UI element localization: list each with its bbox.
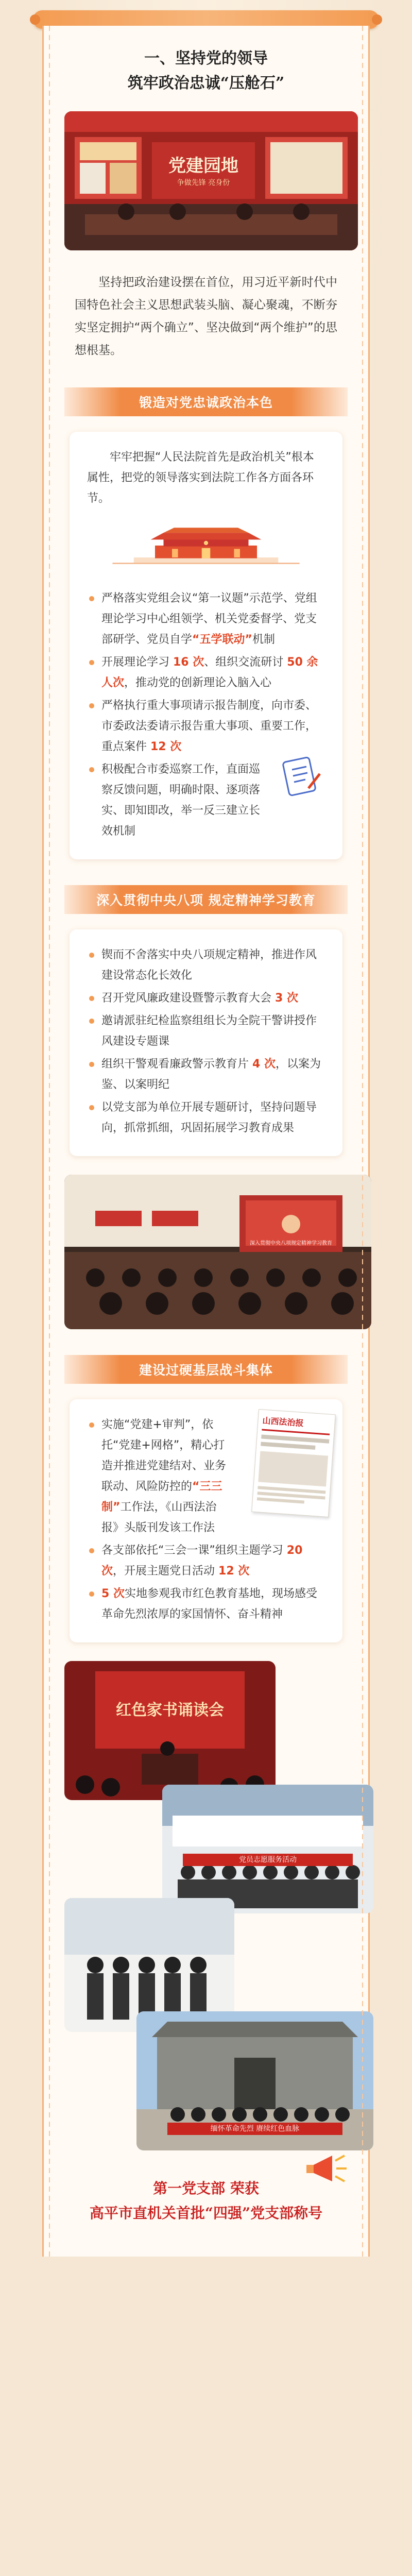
photo-banner: 争做先锋 亮身份 xyxy=(177,179,230,187)
subheading-eight-rules: 深入贯彻中央八项 规定精神学习教育 xyxy=(64,885,348,914)
subheading-loyalty: 锻造对党忠诚政治本色 xyxy=(64,387,348,416)
photo-sign: 党建园地 xyxy=(168,156,238,176)
list-item: 邀请派驻纪检监察组组长为全院干警讲授作风建设专题课 xyxy=(87,1011,325,1052)
grassroots-list xyxy=(87,1415,325,1625)
meeting-hall-photo xyxy=(64,1175,371,1329)
list-item: 实施“党建+审判”，依托“党建+网格”，精心打造并推进党建结对、业务联动、风险防控的“三三制”工作法，《山西法治报》头版刊发该工作法 xyxy=(87,1415,325,1538)
block-eight-rules xyxy=(70,929,342,1156)
party-megaphone-icon xyxy=(301,2140,348,2187)
main-card xyxy=(42,26,370,2257)
newspaper-title: 山西法治报 xyxy=(262,1415,304,1429)
list-item: 开展理论学习 16 次、组织交流研讨 50 余人次，推动党的创新理论入脑入心 xyxy=(87,652,325,693)
volunteer-group-illustration xyxy=(162,1785,373,1913)
list-item: 各支部依托“三会一课”组织主题学习 20 次，开展主题党日活动 12 次 xyxy=(87,1540,325,1582)
meeting-hall-illustration xyxy=(64,1175,371,1329)
subheading-grassroots: 建设过硬基层战斗集体 xyxy=(64,1355,348,1384)
section-intro: 坚持把政治建设摆在首位，用习近平新时代中国特色社会主义思想武装头脑、凝心聚魂，不断夯实坚定拥护“两个确立”、坚决做到“两个维护”的思想根基。 xyxy=(75,276,337,357)
block-loyalty-intro: 牢牢把握“人民法院首先是政治机关”根本属性，把党的领导落实到法院工作各方面各环节。 xyxy=(87,451,314,505)
checklist-icon xyxy=(279,754,325,801)
list-item: 严格执行重大事项请示报告制度，向市委、市委政法委请示报告重大事项、重要工作，重点案件 12 次 xyxy=(87,696,325,757)
block-grassroots xyxy=(70,1399,342,1642)
list-item: 严格落实党组会议“第一议题”示范学、党组理论学习中心组领学、机关党委督学、党支部研学、党员自学“五学联动”机制 xyxy=(87,588,325,650)
award-line1: 第一党支部 荣获 xyxy=(153,2180,259,2197)
list-item: 组织干警观看廉政警示教育片 4 次，以案为鉴、以案明纪 xyxy=(87,1054,325,1095)
list-item: 积极配合市委巡察工作，直面巡察反馈问题，明确时限、逐项落实、即知即改，举一反三建立长效机制 xyxy=(87,759,325,842)
block-loyalty xyxy=(70,432,342,859)
party-building-room-photo xyxy=(64,111,358,250)
list-item: 锲而不舍落实中央八项规定精神，推进作风建设常态化长效化 xyxy=(87,945,325,986)
eight-rules-list xyxy=(87,945,325,1139)
reading-event-banner: 红色家书诵读会 xyxy=(116,1701,224,1719)
award-line2: 高平市直机关首批“四强”党支部称号 xyxy=(89,2205,323,2222)
reading-event-photo xyxy=(64,1661,276,1800)
section-title xyxy=(64,46,348,96)
loyalty-list xyxy=(87,588,325,842)
tiananmen-illustration xyxy=(87,519,325,576)
list-item: 召开党风廉政建设暨警示教育大会 3 次 xyxy=(87,988,325,1009)
volunteer-banner: 党员志愿服务活动 xyxy=(183,1854,353,1866)
award-block xyxy=(64,2176,348,2226)
list-item: 以党支部为单位开展专题研讨，坚持问题导向，抓常抓细，巩固拓展学习教育成果 xyxy=(87,1097,325,1139)
list-item: 5 次实地参观我市红色教育基地，现场感受革命先烈浓厚的家国情怀、奋斗精神 xyxy=(87,1584,325,1625)
meeting-screen-text: 深入贯彻中央八项规定精神学习教育 xyxy=(250,1241,332,1246)
section-title-line2: 筑牢政治忠诚“压舱石” xyxy=(127,74,285,92)
photo-collage xyxy=(64,1661,348,2156)
section-title-line1: 一、坚持党的领导 xyxy=(144,49,268,67)
memorial-banner: 缅怀革命先烈 赓续红色血脉 xyxy=(167,2123,342,2135)
memorial-group-photo xyxy=(136,2011,373,2150)
volunteer-group-photo xyxy=(162,1785,373,1913)
reading-event-illustration xyxy=(64,1661,276,1800)
